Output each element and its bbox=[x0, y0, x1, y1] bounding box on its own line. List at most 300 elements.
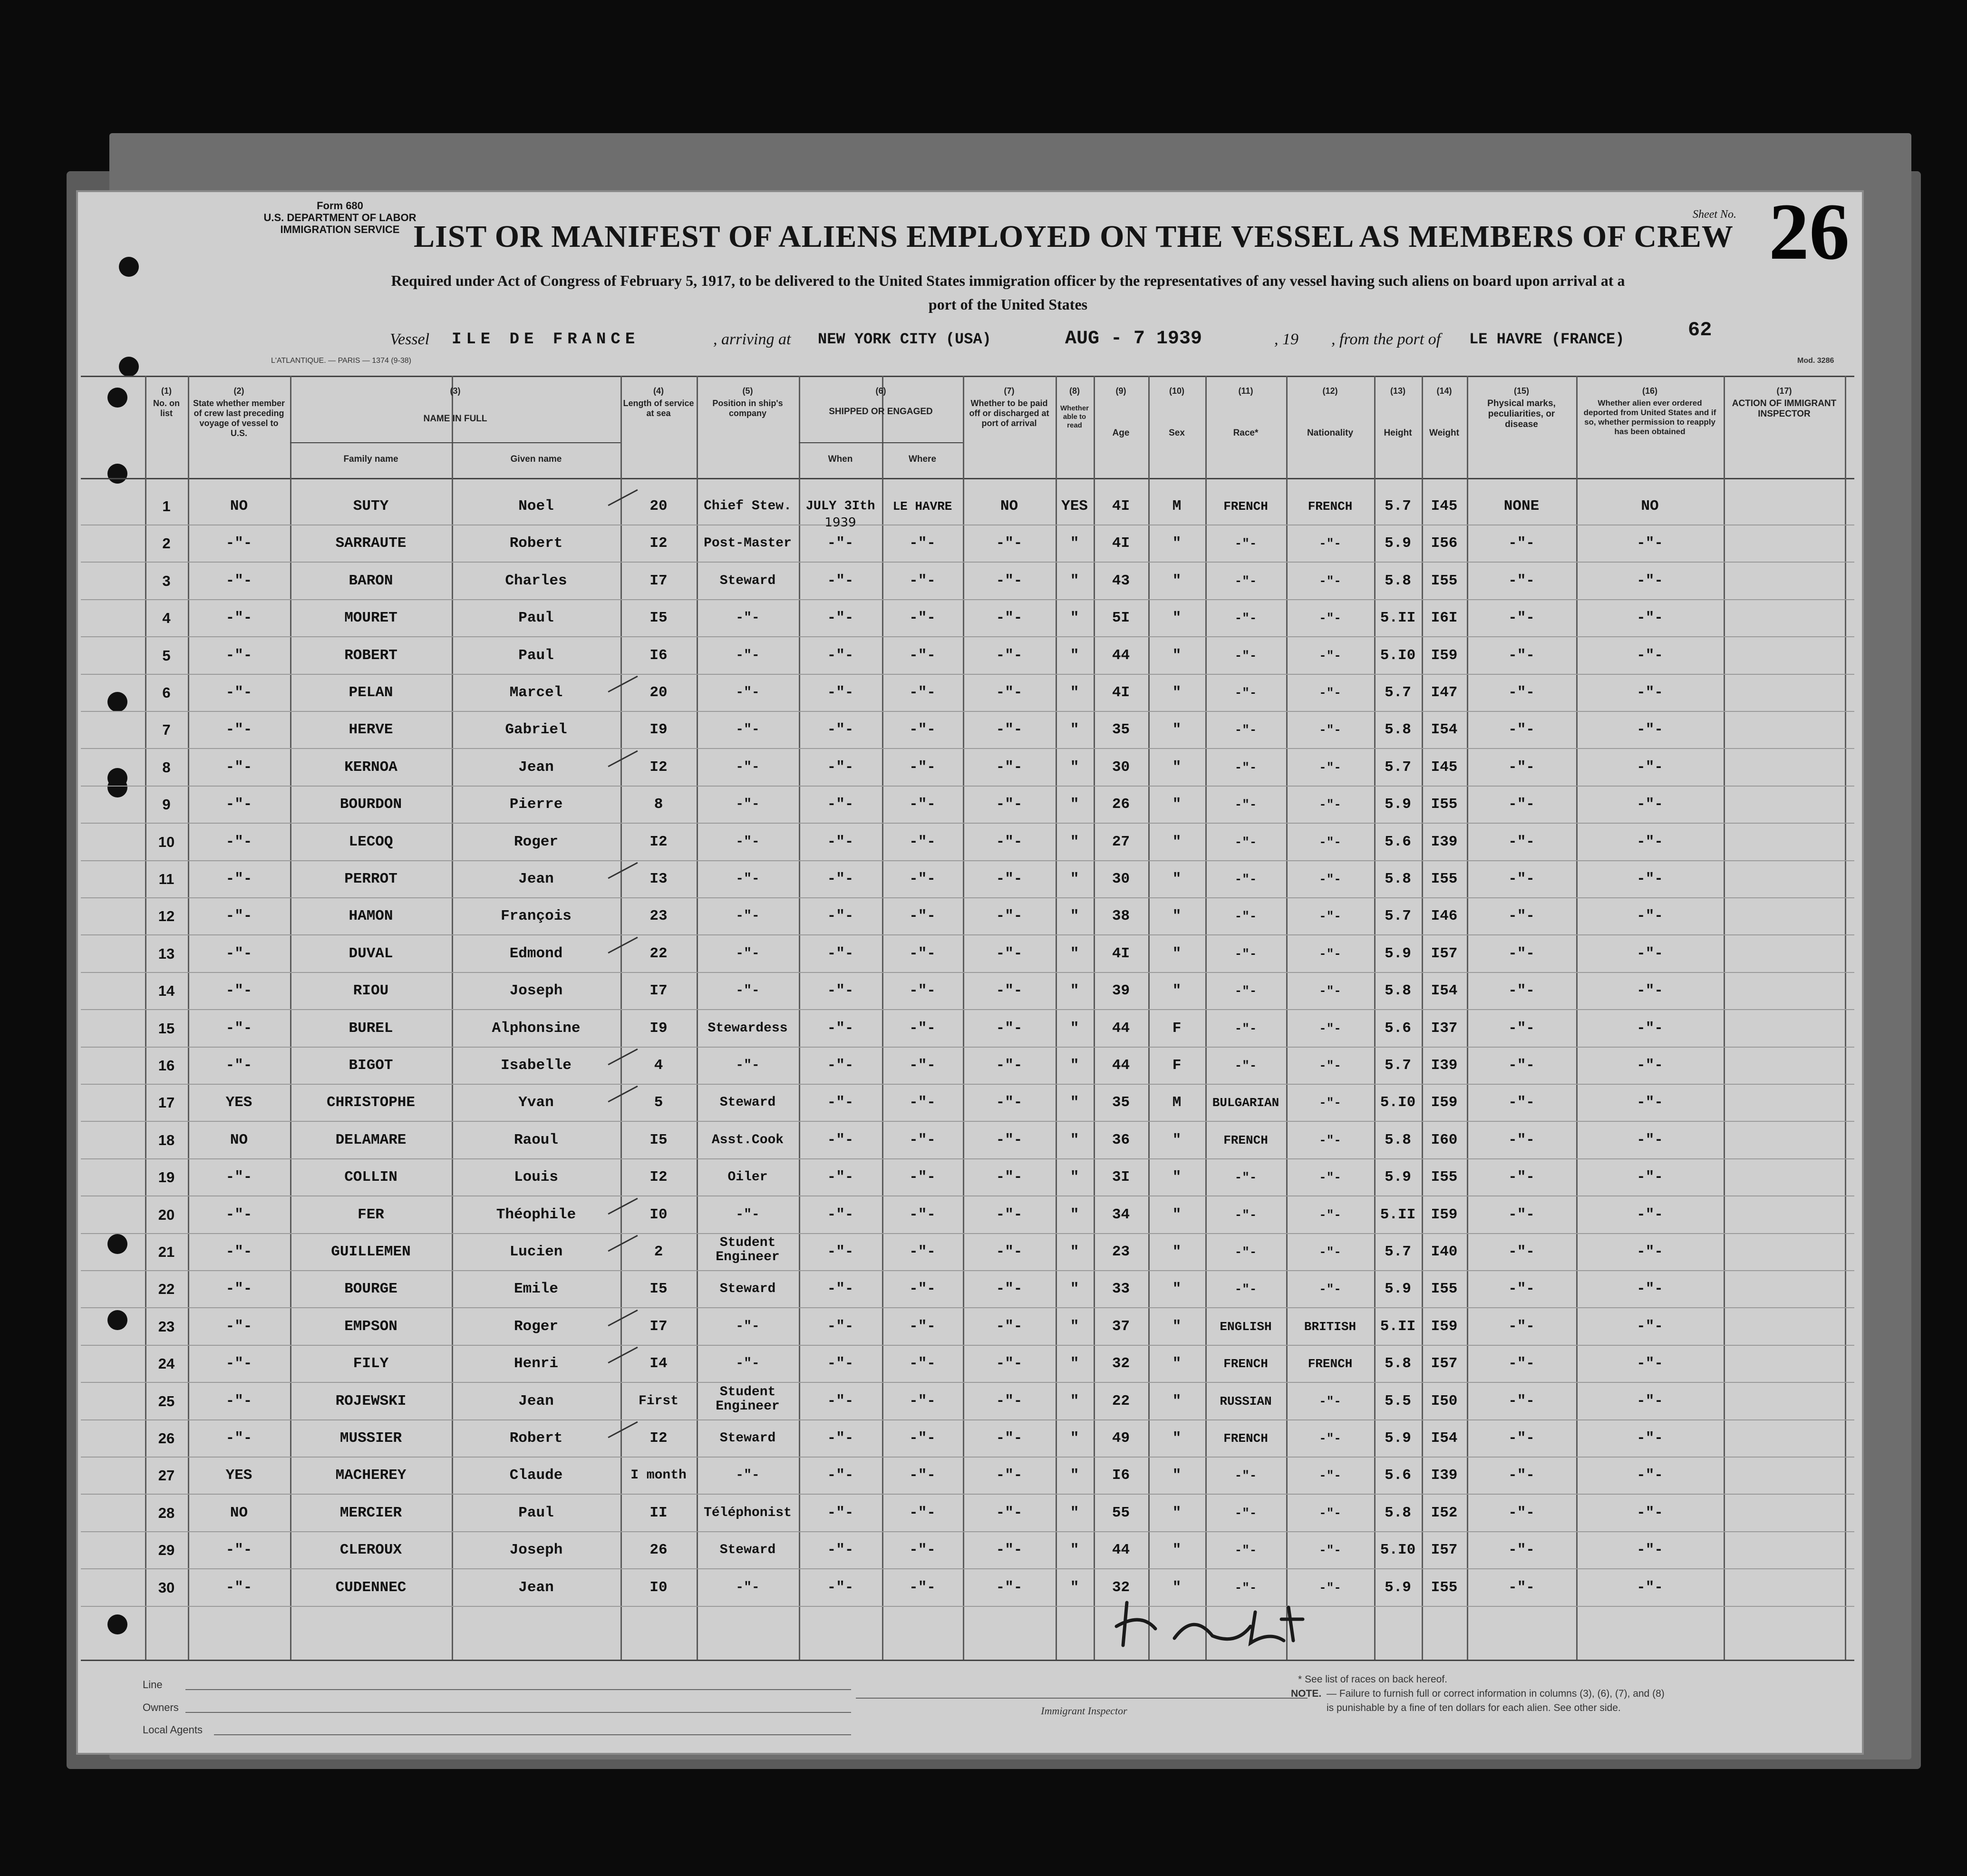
department: U.S. DEPARTMENT OF LABOR bbox=[263, 212, 417, 224]
cell-marks: -"- bbox=[1508, 908, 1535, 924]
cell-nat: -"- bbox=[1319, 760, 1341, 775]
cell-weight: I6I bbox=[1431, 610, 1458, 626]
cell-race: -"- bbox=[1234, 1021, 1257, 1036]
cell-family: SARRAUTE bbox=[335, 535, 407, 552]
cell-deported: -"- bbox=[1637, 759, 1663, 776]
cell-sex: " bbox=[1172, 796, 1182, 813]
cell-paid: -"- bbox=[996, 647, 1023, 664]
cell-no: 24 bbox=[158, 1355, 175, 1372]
cell-prev: -"- bbox=[225, 908, 252, 924]
column-number-c15: (15) bbox=[1513, 386, 1529, 396]
subtitle-line1: Required under Act of Congress of February 5, 1917, to be delivered to the United States immigration officer by the representatives of any vessel having such aliens on board upon arrival at a bbox=[391, 272, 1625, 289]
cell-height: 5.5 bbox=[1385, 1393, 1411, 1409]
column-number-c11: (11) bbox=[1238, 386, 1253, 396]
cell-age: 55 bbox=[1112, 1505, 1130, 1521]
cell-age: 35 bbox=[1112, 721, 1130, 738]
cell-weight: I50 bbox=[1431, 1393, 1458, 1409]
subtitle-line2: port of the United States bbox=[928, 296, 1088, 313]
cell-nat: -"- bbox=[1319, 984, 1341, 998]
cell-marks: -"- bbox=[1508, 1393, 1535, 1409]
cell-no: 8 bbox=[162, 759, 171, 776]
cell-when: -"- bbox=[827, 1020, 854, 1037]
col-header-previous-voyage: State whether member of crew last preceding voyage of vessel to U.S. bbox=[193, 399, 285, 438]
sheet-label: Sheet No. bbox=[1693, 208, 1736, 221]
cell-no: 14 bbox=[158, 982, 175, 999]
row-rule bbox=[81, 636, 1854, 637]
column-rule bbox=[145, 376, 146, 1660]
cell-where: -"- bbox=[909, 535, 936, 552]
cell-when: -"- bbox=[827, 871, 854, 887]
cell-sex: " bbox=[1172, 1542, 1182, 1558]
col-header-age: Age bbox=[1112, 428, 1130, 438]
cell-service: 4 bbox=[654, 1057, 663, 1074]
cell-position: -"- bbox=[736, 1580, 760, 1595]
cell-sex: " bbox=[1172, 908, 1182, 924]
cell-where: -"- bbox=[909, 684, 936, 701]
cell-weight: I55 bbox=[1431, 796, 1458, 813]
cell-deported: -"- bbox=[1637, 1206, 1663, 1223]
cell-weight: I37 bbox=[1431, 1020, 1458, 1037]
cell-height: 5.7 bbox=[1385, 759, 1411, 776]
page-reference: 62 bbox=[1688, 319, 1712, 341]
cell-age: 4I bbox=[1112, 684, 1130, 701]
cell-nat: -"- bbox=[1319, 1208, 1341, 1222]
column-number-c4: (4) bbox=[653, 386, 664, 396]
cell-paid: -"- bbox=[996, 1579, 1023, 1596]
cell-no: 12 bbox=[158, 908, 175, 924]
cell-no: 27 bbox=[158, 1467, 175, 1484]
cell-family: MUSSIER bbox=[339, 1430, 402, 1447]
cell-race: -"- bbox=[1234, 909, 1257, 923]
cell-prev: YES bbox=[225, 1094, 252, 1111]
binder-hole bbox=[107, 464, 127, 484]
cell-read: " bbox=[1070, 684, 1079, 701]
cell-race: -"- bbox=[1234, 872, 1257, 886]
row-rule bbox=[81, 897, 1854, 898]
cell-race: -"- bbox=[1234, 1468, 1257, 1483]
cell-prev: -"- bbox=[225, 796, 252, 813]
cell-nat: -"- bbox=[1319, 909, 1341, 923]
cell-position: Post-Master bbox=[704, 536, 792, 551]
page-title: LIST OR MANIFEST OF ALIENS EMPLOYED ON THE VESSEL AS MEMBERS OF CREW bbox=[414, 219, 1734, 254]
cell-height: 5.9 bbox=[1385, 1430, 1411, 1447]
cell-given: Louis bbox=[514, 1169, 558, 1186]
cell-deported: -"- bbox=[1637, 1355, 1663, 1372]
cell-deported: -"- bbox=[1637, 796, 1663, 813]
cell-age: 36 bbox=[1112, 1132, 1130, 1148]
cell-position: Student Engineer bbox=[716, 1235, 780, 1264]
cell-nat: -"- bbox=[1319, 649, 1341, 663]
cell-no: 20 bbox=[158, 1206, 175, 1223]
cell-when: -"- bbox=[827, 684, 854, 701]
cell-height: 5.II bbox=[1380, 1206, 1416, 1223]
cell-service: 2 bbox=[654, 1244, 663, 1260]
cell-service: I2 bbox=[649, 759, 668, 776]
cell-height: 5.6 bbox=[1385, 834, 1411, 850]
cell-given: Robert bbox=[509, 535, 563, 552]
cell-race: -"- bbox=[1234, 797, 1257, 812]
cell-position: Steward bbox=[719, 1282, 776, 1296]
cell-deported: -"- bbox=[1637, 1430, 1663, 1447]
cell-marks: -"- bbox=[1508, 1281, 1535, 1297]
cell-sex: " bbox=[1172, 573, 1182, 589]
cell-age: 44 bbox=[1112, 647, 1130, 664]
cell-age: 3I bbox=[1112, 1169, 1130, 1186]
cell-service: I7 bbox=[649, 573, 668, 589]
cell-nat: BRITISH bbox=[1304, 1320, 1357, 1334]
column-rule bbox=[1845, 376, 1846, 1660]
local-agents-label: Local Agents bbox=[143, 1724, 203, 1736]
cell-weight: I57 bbox=[1431, 1542, 1458, 1558]
cell-weight: I45 bbox=[1431, 498, 1458, 515]
cell-weight: I40 bbox=[1431, 1244, 1458, 1260]
cell-race: -"- bbox=[1234, 686, 1257, 700]
cell-marks: -"- bbox=[1508, 573, 1535, 589]
cell-sex: " bbox=[1172, 759, 1182, 776]
cell-read: " bbox=[1070, 1318, 1079, 1335]
cell-when: -"- bbox=[827, 1579, 854, 1596]
cell-race: FRENCH bbox=[1223, 1431, 1268, 1446]
cell-read: " bbox=[1070, 1542, 1079, 1558]
cell-sex: " bbox=[1172, 1281, 1182, 1297]
cell-nat: -"- bbox=[1319, 1021, 1341, 1036]
cell-paid: -"- bbox=[996, 796, 1023, 813]
cell-where: -"- bbox=[909, 945, 936, 962]
cell-read: " bbox=[1070, 982, 1079, 999]
cell-marks: -"- bbox=[1508, 1430, 1535, 1447]
cell-height: 5.I0 bbox=[1380, 647, 1416, 664]
cell-service: I month bbox=[630, 1468, 687, 1483]
binder-hole bbox=[107, 692, 127, 712]
cell-read: " bbox=[1070, 1094, 1079, 1111]
cell-race: -"- bbox=[1234, 984, 1257, 998]
cell-marks: -"- bbox=[1508, 945, 1535, 962]
name-subheader-rule bbox=[290, 442, 620, 443]
cell-sex: " bbox=[1172, 1244, 1182, 1260]
column-number-c17: (17) bbox=[1776, 386, 1792, 396]
cell-deported: -"- bbox=[1637, 1020, 1663, 1037]
row-rule bbox=[81, 1307, 1854, 1308]
cell-weight: I59 bbox=[1431, 647, 1458, 664]
cell-given: Gabriel bbox=[505, 721, 567, 738]
cell-read: " bbox=[1070, 1206, 1079, 1223]
cell-deported: -"- bbox=[1637, 1467, 1663, 1484]
cell-marks: -"- bbox=[1508, 1169, 1535, 1186]
cell-no: 6 bbox=[162, 684, 171, 701]
cell-read: " bbox=[1070, 945, 1079, 962]
cell-sex: " bbox=[1172, 610, 1182, 626]
cell-weight: I39 bbox=[1431, 1057, 1458, 1074]
cell-sex: " bbox=[1172, 1505, 1182, 1521]
cell-sex: " bbox=[1172, 982, 1182, 999]
cell-read: " bbox=[1070, 647, 1079, 664]
manifest-sheet bbox=[76, 187, 1864, 1755]
cell-height: 5.8 bbox=[1385, 1355, 1411, 1372]
cell-race: FRENCH bbox=[1223, 1133, 1268, 1147]
row-rule bbox=[81, 562, 1854, 563]
col-header-deported: Whether alien ever ordered deported from United States and if so, whether permission to reapply has been obtained bbox=[1583, 399, 1716, 436]
cell-no: 16 bbox=[158, 1057, 175, 1074]
cell-race: -"- bbox=[1234, 1245, 1257, 1259]
cell-service: 5 bbox=[654, 1094, 663, 1111]
cell-marks: -"- bbox=[1508, 1505, 1535, 1521]
cell-service: 8 bbox=[654, 796, 663, 813]
column-number-c2: (2) bbox=[233, 386, 244, 396]
column-number-c12: (12) bbox=[1322, 386, 1338, 396]
cell-when: -"- bbox=[827, 945, 854, 962]
col-header-name: NAME IN FULL bbox=[423, 414, 487, 424]
cell-read: " bbox=[1070, 1355, 1079, 1372]
cell-sex: F bbox=[1172, 1020, 1182, 1037]
cell-no: 9 bbox=[162, 796, 171, 813]
cell-where: -"- bbox=[909, 1467, 936, 1484]
note-label: NOTE. bbox=[1291, 1688, 1322, 1699]
cell-paid: -"- bbox=[996, 1542, 1023, 1558]
cell-height: 5.8 bbox=[1385, 573, 1411, 589]
cell-race: -"- bbox=[1234, 1059, 1257, 1073]
cell-family: CUDENNEC bbox=[335, 1579, 407, 1596]
cell-read: " bbox=[1070, 1244, 1079, 1260]
cell-position: -"- bbox=[736, 835, 760, 849]
cell-read: " bbox=[1070, 1430, 1079, 1447]
cell-position: -"- bbox=[736, 722, 760, 737]
cell-when: -"- bbox=[827, 1467, 854, 1484]
sheet-number: 26 bbox=[1769, 187, 1850, 276]
row-rule bbox=[81, 1084, 1854, 1085]
cell-given: Paul bbox=[518, 647, 554, 664]
cell-age: 33 bbox=[1112, 1281, 1130, 1297]
cell-nat: -"- bbox=[1319, 1506, 1341, 1520]
cell-position: -"- bbox=[736, 685, 760, 700]
cell-read: " bbox=[1070, 1020, 1079, 1037]
binder-hole bbox=[107, 388, 127, 408]
cell-deported: -"- bbox=[1637, 945, 1663, 962]
cell-prev: -"- bbox=[225, 1244, 252, 1260]
cell-prev: -"- bbox=[225, 1206, 252, 1223]
cell-race: -"- bbox=[1234, 574, 1257, 588]
cell-marks: NONE bbox=[1503, 498, 1540, 515]
cell-height: 5.9 bbox=[1385, 945, 1411, 962]
cell-when: -"- bbox=[827, 759, 854, 776]
year-label: , 19 bbox=[1274, 330, 1298, 348]
cell-no: 11 bbox=[158, 871, 174, 887]
cell-position: Chief Stew. bbox=[704, 499, 792, 514]
cell-height: 5.7 bbox=[1385, 908, 1411, 924]
cell-family: LECOQ bbox=[349, 834, 393, 850]
cell-age: 32 bbox=[1112, 1355, 1130, 1372]
cell-given: Robert bbox=[509, 1430, 563, 1447]
binder-hole bbox=[119, 357, 139, 377]
cell-given: Jean bbox=[518, 1393, 554, 1409]
vessel-name: ILE DE FRANCE bbox=[452, 330, 640, 349]
cell-when: -"- bbox=[827, 535, 854, 552]
cell-sex: F bbox=[1172, 1057, 1182, 1074]
cell-weight: I55 bbox=[1431, 1169, 1458, 1186]
cell-where: -"- bbox=[909, 721, 936, 738]
cell-paid: -"- bbox=[996, 721, 1023, 738]
cell-given: Emile bbox=[514, 1281, 558, 1297]
cell-sex: " bbox=[1172, 945, 1182, 962]
column-number-c5: (5) bbox=[742, 386, 753, 396]
cell-no: 18 bbox=[158, 1132, 175, 1148]
cell-age: 22 bbox=[1112, 1393, 1130, 1409]
cell-deported: -"- bbox=[1637, 1542, 1663, 1558]
cell-age: I6 bbox=[1112, 1467, 1130, 1484]
table-bottom-rule bbox=[81, 1660, 1854, 1661]
cell-where: -"- bbox=[909, 1169, 936, 1186]
cell-marks: -"- bbox=[1508, 1579, 1535, 1596]
cell-nat: FRENCH bbox=[1308, 499, 1353, 514]
cell-when: JULY 3Ith bbox=[805, 499, 875, 514]
header-bottom-rule bbox=[81, 478, 1854, 479]
cell-weight: I60 bbox=[1431, 1132, 1458, 1148]
cell-paid: -"- bbox=[996, 1505, 1023, 1521]
row-rule bbox=[81, 823, 1854, 824]
cell-race: FRENCH bbox=[1223, 499, 1268, 514]
cell-position: -"- bbox=[736, 1319, 760, 1334]
cell-given: François bbox=[501, 908, 572, 924]
cell-family: DUVAL bbox=[349, 945, 393, 962]
cell-prev: -"- bbox=[225, 1169, 252, 1186]
cell-no: 19 bbox=[158, 1169, 175, 1186]
cell-height: 5.8 bbox=[1385, 1505, 1411, 1521]
arriving-port: NEW YORK CITY (USA) bbox=[818, 330, 991, 348]
cell-where: LE HAVRE bbox=[892, 499, 952, 514]
cell-weight: I54 bbox=[1431, 721, 1458, 738]
cell-race: -"- bbox=[1234, 649, 1257, 663]
cell-position: -"- bbox=[736, 983, 760, 998]
cell-given: Joseph bbox=[509, 1542, 563, 1558]
column-rule bbox=[620, 376, 622, 1660]
cell-no: 29 bbox=[158, 1542, 175, 1558]
cell-given: Jean bbox=[518, 871, 554, 887]
service: IMMIGRATION SERVICE bbox=[280, 224, 400, 235]
cell-position: Steward bbox=[719, 1095, 776, 1110]
cell-family: PERROT bbox=[344, 871, 397, 887]
cell-marks: -"- bbox=[1508, 834, 1535, 850]
col-header-where: Where bbox=[908, 454, 937, 464]
column-number-c8: (8) bbox=[1069, 386, 1080, 396]
cell-read: " bbox=[1070, 1467, 1079, 1484]
cell-height: 5.9 bbox=[1385, 1281, 1411, 1297]
from-label: , from the port of bbox=[1331, 330, 1441, 348]
cell-race: -"- bbox=[1234, 611, 1257, 625]
cell-paid: -"- bbox=[996, 573, 1023, 589]
cell-sex: " bbox=[1172, 1393, 1182, 1409]
cell-where: -"- bbox=[909, 834, 936, 850]
cell-prev: -"- bbox=[225, 647, 252, 664]
cell-marks: -"- bbox=[1508, 759, 1535, 776]
cell-paid: -"- bbox=[996, 1393, 1023, 1409]
column-number-c13: (13) bbox=[1390, 386, 1405, 396]
cell-race: -"- bbox=[1234, 1506, 1257, 1520]
cell-when: -"- bbox=[827, 1542, 854, 1558]
cell-position: -"- bbox=[736, 1468, 760, 1483]
cell-given: Jean bbox=[518, 759, 554, 776]
cell-service: First bbox=[638, 1394, 678, 1409]
col-header-when: When bbox=[828, 454, 853, 464]
cell-marks: -"- bbox=[1508, 1057, 1535, 1074]
cell-position: Asst.Cook bbox=[711, 1133, 784, 1147]
cell-position: Student Engineer bbox=[716, 1385, 780, 1414]
col-header-shipped: SHIPPED OR ENGAGED bbox=[829, 407, 933, 417]
cell-marks: -"- bbox=[1508, 1542, 1535, 1558]
cell-no: 3 bbox=[162, 573, 171, 589]
column-rule bbox=[290, 376, 291, 1660]
cell-when: -"- bbox=[827, 1169, 854, 1186]
line-field bbox=[185, 1689, 851, 1690]
cell-weight: I47 bbox=[1431, 684, 1458, 701]
cell-when: -"- bbox=[827, 908, 854, 924]
cell-paid: -"- bbox=[996, 908, 1023, 924]
cell-service: I2 bbox=[649, 535, 668, 552]
agents-field bbox=[214, 1734, 851, 1735]
cell-sex: " bbox=[1172, 1206, 1182, 1223]
cell-deported: -"- bbox=[1637, 535, 1663, 552]
cell-service: I7 bbox=[649, 982, 668, 999]
row-rule bbox=[81, 1121, 1854, 1122]
row-rule bbox=[81, 934, 1854, 935]
col-header-position: Position in ship's company bbox=[712, 399, 783, 418]
cell-deported: -"- bbox=[1637, 1244, 1663, 1260]
cell-when: -"- bbox=[827, 796, 854, 813]
cell-where: -"- bbox=[909, 1281, 936, 1297]
cell-given: Paul bbox=[518, 610, 554, 626]
cell-sex: M bbox=[1172, 1094, 1182, 1111]
cell-read: " bbox=[1070, 1505, 1079, 1521]
cell-nat: -"- bbox=[1319, 1394, 1341, 1409]
cell-paid: -"- bbox=[996, 759, 1023, 776]
cell-race: ENGLISH bbox=[1220, 1320, 1272, 1334]
col-header-given-name: Given name bbox=[510, 454, 562, 464]
cell-deported: -"- bbox=[1637, 1579, 1663, 1596]
cell-when: -"- bbox=[827, 721, 854, 738]
cell-position: -"- bbox=[736, 946, 760, 961]
cell-family: BARON bbox=[349, 573, 393, 589]
cell-service: I2 bbox=[649, 834, 668, 850]
cell-weight: I59 bbox=[1431, 1094, 1458, 1111]
row-rule bbox=[81, 599, 1854, 600]
column-rule bbox=[1724, 376, 1725, 1660]
row-rule bbox=[81, 972, 1854, 973]
cell-sex: " bbox=[1172, 647, 1182, 664]
cell-age: 44 bbox=[1112, 1542, 1130, 1558]
cell-family: KERNOA bbox=[344, 759, 397, 776]
cell-age: 30 bbox=[1112, 871, 1130, 887]
column-number-c16: (16) bbox=[1642, 386, 1657, 396]
cell-service: I9 bbox=[649, 1020, 668, 1037]
column-rule bbox=[1374, 376, 1376, 1660]
cell-height: 5.9 bbox=[1385, 535, 1411, 552]
cell-nat: -"- bbox=[1319, 1581, 1341, 1595]
cell-race: FRENCH bbox=[1223, 1357, 1268, 1371]
cell-where: -"- bbox=[909, 871, 936, 887]
cell-deported: -"- bbox=[1637, 684, 1663, 701]
cell-marks: -"- bbox=[1508, 796, 1535, 813]
row-rule bbox=[81, 748, 1854, 749]
column-number-c1: (1) bbox=[161, 386, 172, 396]
cell-service: I4 bbox=[649, 1355, 668, 1372]
cell-service: I0 bbox=[649, 1579, 668, 1596]
cell-family: BOURGE bbox=[344, 1281, 397, 1297]
cell-family: HAMON bbox=[349, 908, 393, 924]
cell-deported: -"- bbox=[1637, 1318, 1663, 1335]
vessel-label: Vessel bbox=[390, 330, 430, 348]
cell-nat: -"- bbox=[1319, 611, 1341, 625]
cell-family: MOURET bbox=[344, 610, 397, 626]
column-number-c10: (10) bbox=[1169, 386, 1184, 396]
cell-nat: -"- bbox=[1319, 1468, 1341, 1483]
